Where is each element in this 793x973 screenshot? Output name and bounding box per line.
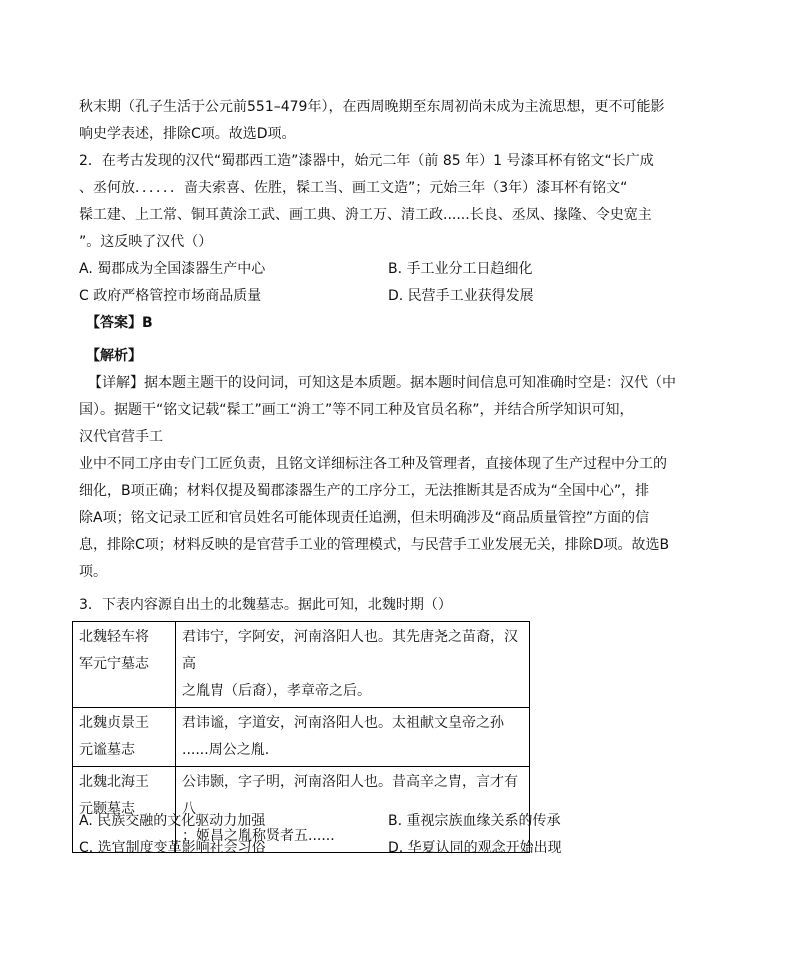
epitaph-text-line: 公讳颢，字子明，河南洛阳人也。昔高辛之胄，言才有八 — [182, 774, 518, 817]
option-d: D. 华夏认同的观念开始出现 — [388, 840, 562, 856]
table-row — [73, 622, 530, 708]
epitaph-name-cell — [73, 622, 176, 708]
epitaph-text-line: 之胤胄（后裔），孝章帝之后。 — [182, 683, 371, 699]
table-row — [73, 708, 530, 767]
option-b: B. 重视宗族血缘关系的传承 — [388, 813, 561, 829]
epitaph-name-line: 北魏轻车将 — [79, 629, 149, 645]
question-2-stem: 、丞何放．．．．．．啬夫索喜、佐胜，髹工当、画工文造”；元始三年（3年）漆耳杯有铭文“ — [79, 180, 628, 196]
option-c: C 政府严格管控市场商品质量 — [79, 288, 262, 304]
epitaph-text-line: ......周公之胤. — [182, 742, 270, 758]
epitaph-name-line: 元谧墓志 — [79, 742, 135, 758]
option-c: C. 选官制度变革影响社会习俗 — [79, 840, 266, 856]
epitaph-name-line: 北魏北海王 — [79, 774, 149, 790]
analysis-line: 业中不同工序由专门工匠负责，且铭文详细标注各工种及管理者，直接体现了生产过程中分工的 — [79, 456, 667, 472]
question-2-stem: ”。这反映了汉代（） — [79, 234, 213, 250]
epitaph-name-line: 元颢墓志 — [79, 801, 135, 817]
epitaph-text-line: 君讳宁，字阿安，河南洛阳人也。其先唐尧之苗裔，汉高 — [182, 629, 518, 672]
epitaph-name-cell — [73, 708, 176, 767]
epitaph-text-line: 君讳谧，字道安，河南洛阳人也。太祖献文皇帝之孙 — [182, 715, 504, 731]
analysis-label: 【解析】 — [86, 348, 142, 364]
analysis-line: 息，排除C项；材料反映的是官营手工业的管理模式，与民营手工业发展无关，排除D项。故选B — [79, 537, 670, 553]
epitaph-text-line: ；姬昌之胤称贤者五...... — [182, 828, 335, 844]
option-a: A. 蜀郡成为全国漆器生产中心 — [79, 261, 266, 277]
epitaph-name-line: 北魏贞景王 — [79, 715, 149, 731]
epitaph-text-cell — [176, 622, 530, 708]
paragraph-line: 响史学表述，排除C项。故选D项。 — [79, 126, 296, 142]
answer-label: 【答案】 — [86, 315, 142, 331]
option-d: D. 民营手工业获得发展 — [388, 288, 534, 304]
analysis-line: 项。 — [79, 564, 107, 580]
epitaph-name-line: 军元宁墓志 — [79, 656, 149, 672]
epitaph-text-cell — [176, 708, 530, 767]
analysis-line: 国）。据题干“铭文记载“髹工”画工“洀工”等不同工种及官员名称”，并结合所学知识可知， — [79, 402, 634, 418]
question-2-stem: 2．在考古发现的汉代“蜀郡西工造”漆器中，始元二年（前 85 年）1 号漆耳杯有铭文“长广成 — [79, 153, 654, 169]
analysis-line: 汉代官营手工 — [79, 429, 163, 445]
paragraph-line: 秋末期（孔子生活于公元前551–479年），在西周晚期至东周初尚未成为主流思想，更不可能影 — [79, 99, 665, 115]
analysis-line: 【详解】据本题主题干的设问词，可知这是本质题。据本题时间信息可知准确时空是：汉代（中 — [88, 375, 676, 391]
answer-line — [86, 313, 153, 333]
question-3-stem: 3．下表内容源自出土的北魏墓志。据此可知，北魏时期（） — [79, 597, 452, 613]
analysis-line: 除A项；铭文记录工匠和官员姓名可能体现责任追溯，但未明确涉及“商品质量管控”方面的信 — [79, 510, 650, 526]
option-b: B. 手工业分工日趋细化 — [388, 261, 533, 277]
analysis-line: 细化，B项正确；材料仅提及蜀郡漆器生产的工序分工，无法推断其是否成为“全国中心”，排 — [79, 483, 650, 499]
answer-value: B — [142, 315, 153, 331]
question-2-stem: 髹工建、上工常、铜耳黄涂工武、画工典、洀工万、清工政......长良、丞凤、掾隆、令史宽主 — [79, 207, 652, 223]
option-a: A. 民族交融的文化驱动力加强 — [79, 813, 266, 829]
